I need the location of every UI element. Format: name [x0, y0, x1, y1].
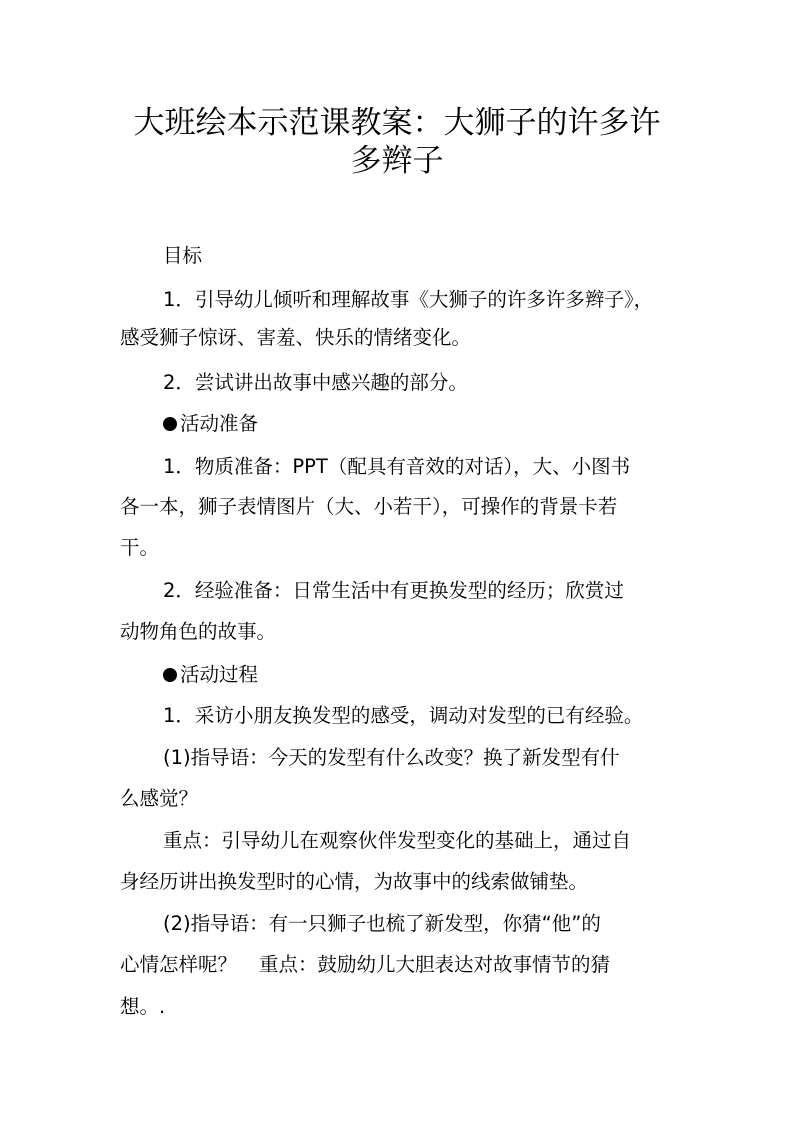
process-1b-line-2: [120, 952, 610, 978]
process-heading: 活动过程: [180, 663, 259, 686]
prep-2-line-1: 2．经验准备：日常生活中有更换发型的经历；欣赏过: [163, 579, 624, 602]
process-1a-line-1: (1)指导语：今天的发型有什么改变？换了新发型有什: [163, 746, 620, 769]
goal-1-line-1: 1．引导幼儿倾听和理解故事《大狮子的许多许多辫子》，: [163, 288, 654, 311]
key-point-1-line-1: 重点：引导幼儿在观察伙伴发型变化的基础上，通过自: [163, 829, 632, 852]
bullet-dot: [163, 668, 177, 682]
process-1b-line-3: 想。.: [120, 995, 166, 1018]
goals-heading: 目标: [163, 244, 203, 267]
process-1a-line-2: 么感觉？: [120, 787, 199, 810]
document-title-line-1: 大班绘本示范课教案：大狮子的许多许: [133, 105, 661, 141]
process-1b-question: 心情怎样呢？: [120, 953, 238, 976]
bullet-dot: [163, 417, 177, 431]
prep-heading: 活动准备: [180, 412, 259, 435]
key-point-1-line-2: 身经历讲出换发型时的心情，为故事中的线索做铺垫。: [120, 870, 589, 893]
prep-2-line-2: 动物角色的故事。: [120, 620, 277, 643]
prep-1-line-1: 1．物质准备：PPT（配具有音效的对话），大、小图书: [163, 455, 631, 478]
prep-1-line-3: 干。: [120, 536, 160, 559]
process-heading-row: [163, 662, 258, 688]
prep-1-line-2: 各一本，狮子表情图片（大、小若干），可操作的背景卡若: [120, 495, 618, 518]
process-1: 1．采访小朋友换发型的感受，调动对发型的已有经验。: [163, 704, 644, 727]
key-point-2: 重点：鼓励幼儿大胆表达对故事情节的猜: [259, 953, 611, 976]
document-title-line-2: 多辫子: [350, 143, 444, 179]
goal-1-line-2: 感受狮子惊讶、害羞、快乐的情绪变化。: [120, 326, 472, 349]
goal-2: 2．尝试讲出故事中感兴趣的部分。: [163, 371, 468, 394]
process-1b-line-1: (2)指导语：有一只狮子也梳了新发型，你猜“他”的: [163, 912, 601, 935]
prep-heading-row: [163, 411, 258, 437]
